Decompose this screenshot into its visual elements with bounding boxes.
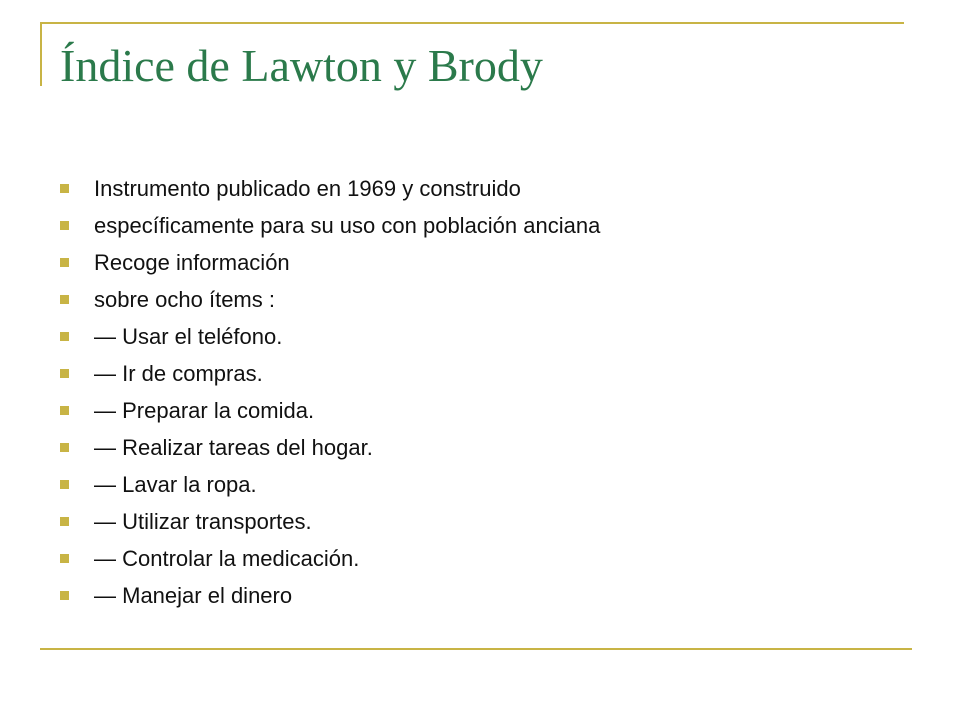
bullet-item — [60, 466, 600, 503]
square-bullet-icon — [60, 258, 69, 267]
bullet-text: Recoge información — [94, 249, 290, 275]
left-rule-line — [40, 22, 42, 86]
bullet-text: — Usar el teléfono. — [94, 323, 283, 349]
bullet-text: — Controlar la medicación. — [94, 545, 360, 571]
bullet-item — [60, 540, 600, 577]
bullet-item — [60, 207, 600, 244]
bullet-text: — Realizar tareas del hogar. — [94, 434, 373, 460]
bullet-text: sobre ocho ítems : — [94, 286, 275, 312]
bullet-text: — Lavar la ropa. — [94, 471, 257, 497]
bullet-item — [60, 170, 600, 207]
square-bullet-icon — [60, 369, 69, 378]
bullet-text: — Manejar el dinero — [94, 582, 293, 608]
square-bullet-icon — [60, 480, 69, 489]
bullet-item — [60, 429, 600, 466]
square-bullet-icon — [60, 554, 69, 563]
bullet-text: — Utilizar transportes. — [94, 508, 312, 534]
bullet-item — [60, 281, 600, 318]
square-bullet-icon — [60, 221, 69, 230]
square-bullet-icon — [60, 295, 69, 304]
square-bullet-icon — [60, 406, 69, 415]
square-bullet-icon — [60, 443, 69, 452]
bullet-text: — Preparar la comida. — [94, 397, 315, 423]
bullet-list — [60, 170, 600, 614]
square-bullet-icon — [60, 517, 69, 526]
bullet-text: — Ir de compras. — [94, 360, 263, 386]
bullet-text: Instrumento publicado en 1969 y construido — [94, 175, 521, 201]
square-bullet-icon — [60, 591, 69, 600]
square-bullet-icon — [60, 184, 69, 193]
bullet-text: específicamente para su uso con población anciana — [94, 212, 601, 238]
bullet-item — [60, 244, 600, 281]
bullet-item — [60, 577, 600, 614]
top-rule-line — [40, 22, 904, 24]
bullet-item — [60, 503, 600, 540]
slide-title: Índice de Lawton y Brody — [60, 40, 543, 91]
bullet-item — [60, 392, 600, 429]
square-bullet-icon — [60, 332, 69, 341]
bottom-rule-line — [40, 648, 912, 650]
bullet-item — [60, 355, 600, 392]
bullet-item — [60, 318, 600, 355]
